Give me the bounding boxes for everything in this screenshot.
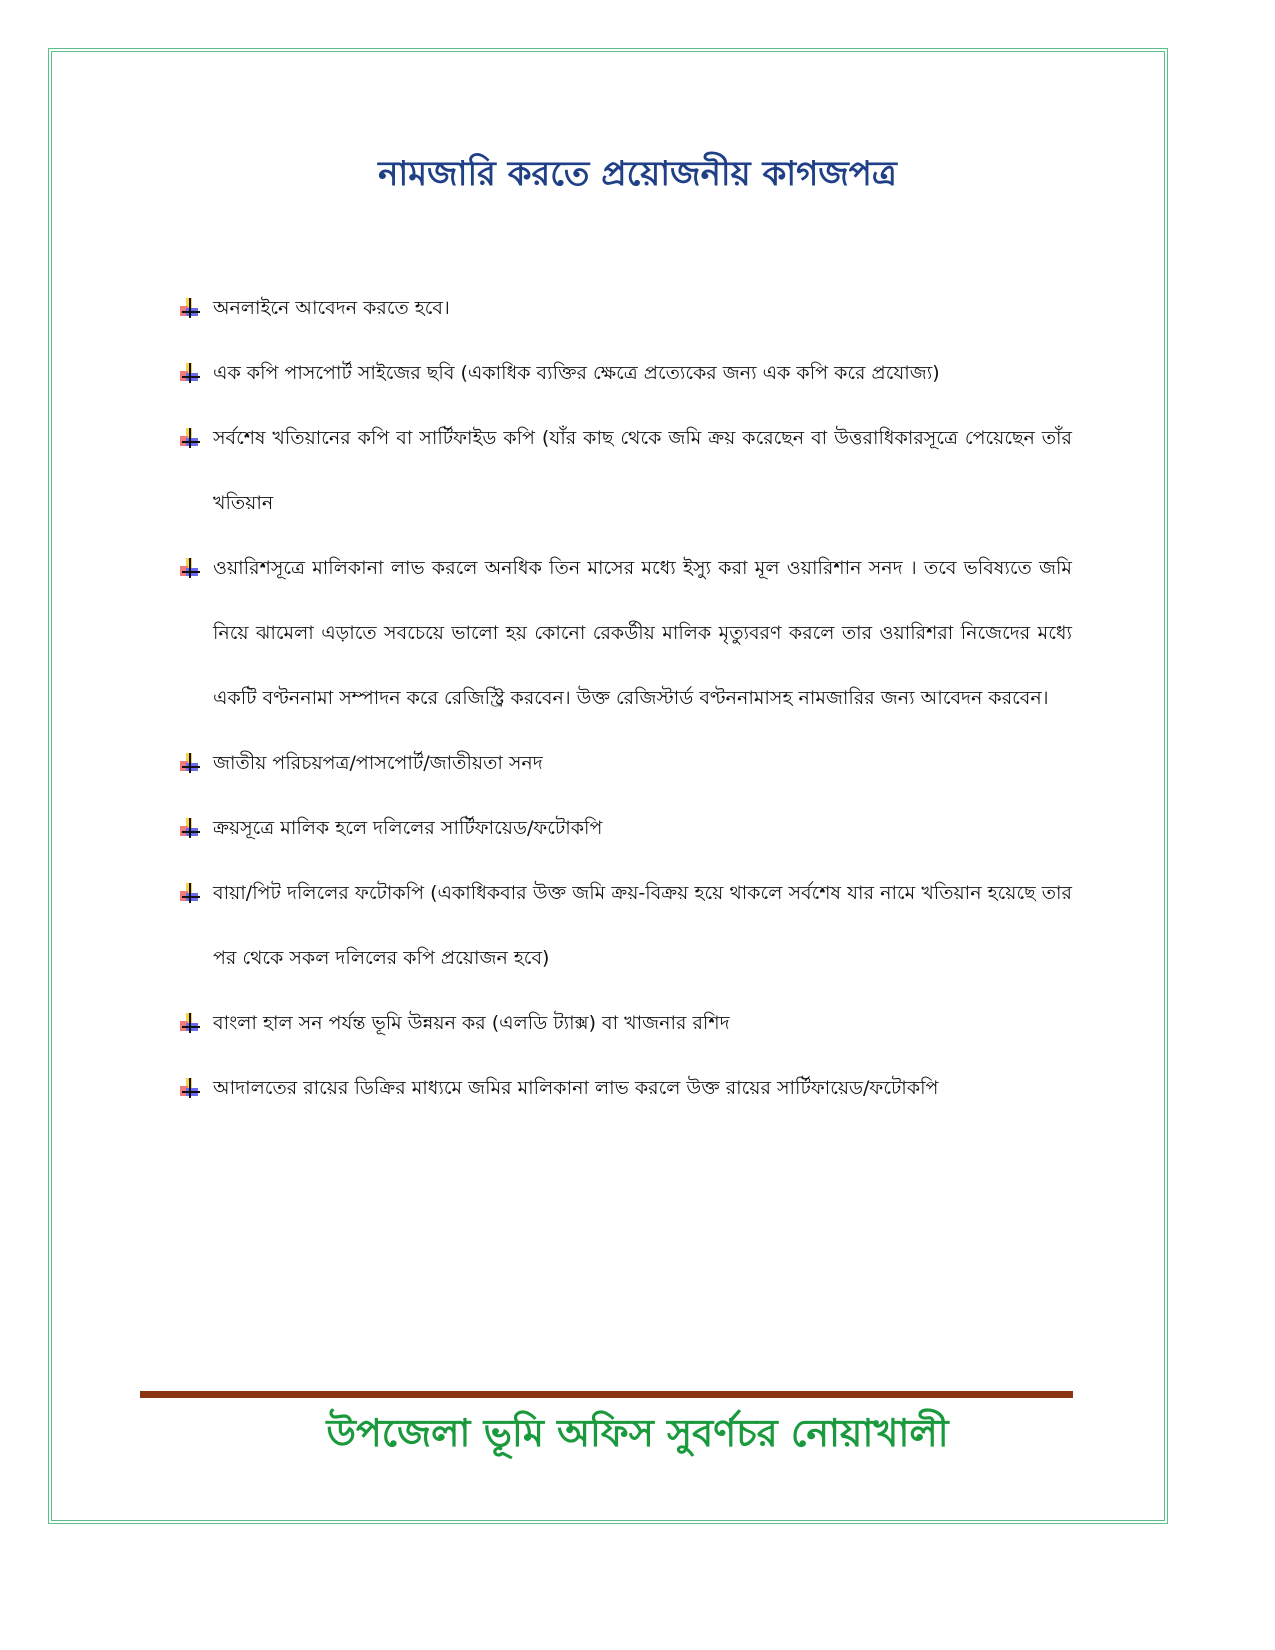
list-item (180, 991, 1072, 1056)
list-item (180, 1056, 1072, 1121)
list-item (180, 276, 1072, 341)
list-item (180, 731, 1072, 796)
item-text: ক্রয়সূত্রে মালিক হলে দলিলের সার্টিফায়েড/ফটোকপি (213, 817, 603, 839)
bullet-icon (180, 428, 200, 448)
bullet-icon (180, 1013, 200, 1033)
footer-office-name: উপজেলা ভূমি অফিস সুবর্ণচর নোয়াখালী (326, 1411, 949, 1455)
item-text: বাংলা হাল সন পর্যন্ত ভূমি উন্নয়ন কর (এলডি ট্যাক্স) বা খাজনার রশিদ (213, 1012, 730, 1034)
bullet-icon (180, 558, 200, 578)
item-text: আদালতের রায়ের ডিক্রির মাধ্যমে জমির মালিকানা লাভ করলে উক্ত রায়ের সার্টিফায়েড/ফটোকপি (213, 1077, 939, 1099)
page-title: নামজারি করতে প্রয়োজনীয় কাগজপত্র (378, 154, 897, 194)
item-text: অনলাইনে আবেদন করতে হবে। (213, 297, 450, 319)
item-text: বায়া/পিট দলিলের ফটোকপি (একাধিকবার উক্ত জমি ক্রয়-বিক্রয় হয়ে থাকলে সর্বশেষ যার নামে খতিয়ান হয়েছে তার পর থেকে সকল দলিলের কপি প্রয়োজন হবে) (213, 882, 1072, 969)
item-text: জাতীয় পরিচয়পত্র/পাসপোর্ট/জাতীয়তা সনদ (213, 752, 543, 774)
list-item (180, 861, 1072, 991)
list-item (180, 796, 1072, 861)
bullet-icon (180, 818, 200, 838)
item-text: এক কপি পাসপোর্ট সাইজের ছবি (একাধিক ব্যক্তির ক্ষেত্রে প্রত্যেকের জন্য এক কপি করে প্রযোজ্য) (213, 362, 940, 384)
list-item (180, 536, 1072, 731)
bullet-icon (180, 753, 200, 773)
list-item (180, 406, 1072, 536)
item-text: সর্বশেষ খতিয়ানের কপি বা সার্টিফাইড কপি (যাঁর কাছ থেকে জমি ক্রয় করেছেন বা উত্তরাধিকারসূত্রে পেয়েছেন তাঁর খতিয়ান (213, 427, 1072, 514)
requirements-list (180, 276, 1072, 1121)
list-item (180, 341, 1072, 406)
bullet-icon (180, 883, 200, 903)
item-text: ওয়ারিশসূত্রে মালিকানা লাভ করলে অনধিক তিন মাসের মধ্যে ইস্যু করা মূল ওয়ারিশান সনদ । তবে ভবিষ্যতে জমি নিয়ে ঝামেলা এড়াতে সবচেয়ে ভালো হয় কোনো রেকর্ডীয় মালিক মৃত্যুবরণ করলে তার ওয়ারিশরা নিজেদের মধ্যে একটি বণ্টননামা সম্পাদন করে রেজিস্ট্রি করবেন। উক্ত রেজিস্টার্ড বণ্টননামাসহ নামজারির জন্য আবেদন করবেন। (213, 557, 1072, 709)
bullet-icon (180, 298, 200, 318)
bullet-icon (180, 363, 200, 383)
bullet-icon (180, 1078, 200, 1098)
footer-divider (140, 1391, 1073, 1398)
